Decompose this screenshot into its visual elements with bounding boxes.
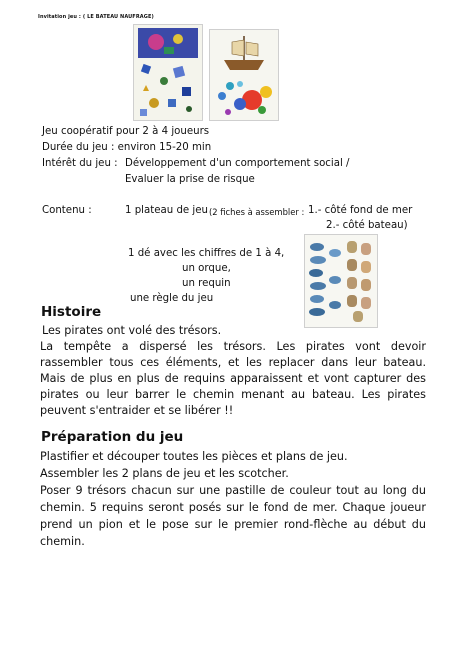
contents-shark: un requin xyxy=(182,278,231,289)
document-header: Invitation jeu : ( LE BATEAU NAUFRAGE) xyxy=(38,14,154,20)
interest-line-1: Développement d'un comportement social / xyxy=(125,158,350,169)
preparation-line-1: Plastifier et découper toutes les pièces et plans de jeu. xyxy=(40,450,348,463)
game-pieces-image xyxy=(304,234,378,328)
preparation-line-2: Assembler les 2 plans de jeu et les scotcher. xyxy=(40,467,289,480)
sea-floor-board-image xyxy=(133,24,203,121)
contents-rules: une règle du jeu xyxy=(130,293,214,304)
histoire-paragraph: La tempête a dispersé les trésors. Les pirates vont devoir rassembler tous ces éléments, et les replacer dans leur bateau. Mais de plus en plus de requins apparaissent et vont capturer des pirates ou leur barrer le chemin menant au bateau. Les pirates peuvent s'entraider et se libérer !! xyxy=(40,340,426,417)
contents-board-note: (2 fiches à assembler : xyxy=(209,207,305,217)
contents-label: Contenu : xyxy=(42,205,92,216)
preparation-body xyxy=(40,448,426,550)
interest-label: Intérêt du jeu : xyxy=(42,158,118,169)
duration-info: Durée du jeu : environ 15-20 min xyxy=(42,142,212,153)
players-info: Jeu coopératif pour 2 à 4 joueurs xyxy=(42,126,210,137)
contents-side-1: 1.- côté fond de mer xyxy=(308,205,413,216)
contents-board: 1 plateau de jeu xyxy=(125,205,208,216)
histoire-heading: Histoire xyxy=(41,304,102,320)
interest-line-2: Evaluer la prise de risque xyxy=(125,174,255,185)
histoire-line-1: Les pirates ont volé des trésors. xyxy=(42,324,222,337)
contents-side-2: 2.- côté bateau) xyxy=(326,220,408,231)
contents-die: 1 dé avec les chiffres de 1 à 4, xyxy=(128,248,285,259)
preparation-heading: Préparation du jeu xyxy=(41,429,184,445)
boat-board-image xyxy=(209,29,279,121)
contents-orca: un orque, xyxy=(182,263,231,274)
preparation-paragraph: Poser 9 trésors chacun sur une pastille de couleur tout au long du chemin. 5 requins seront posés sur le fond de mer. Chaque joueur prend un pion et le pose sur le premier rond-flèche au début du chemin. xyxy=(40,484,426,548)
histoire-body xyxy=(40,323,426,419)
